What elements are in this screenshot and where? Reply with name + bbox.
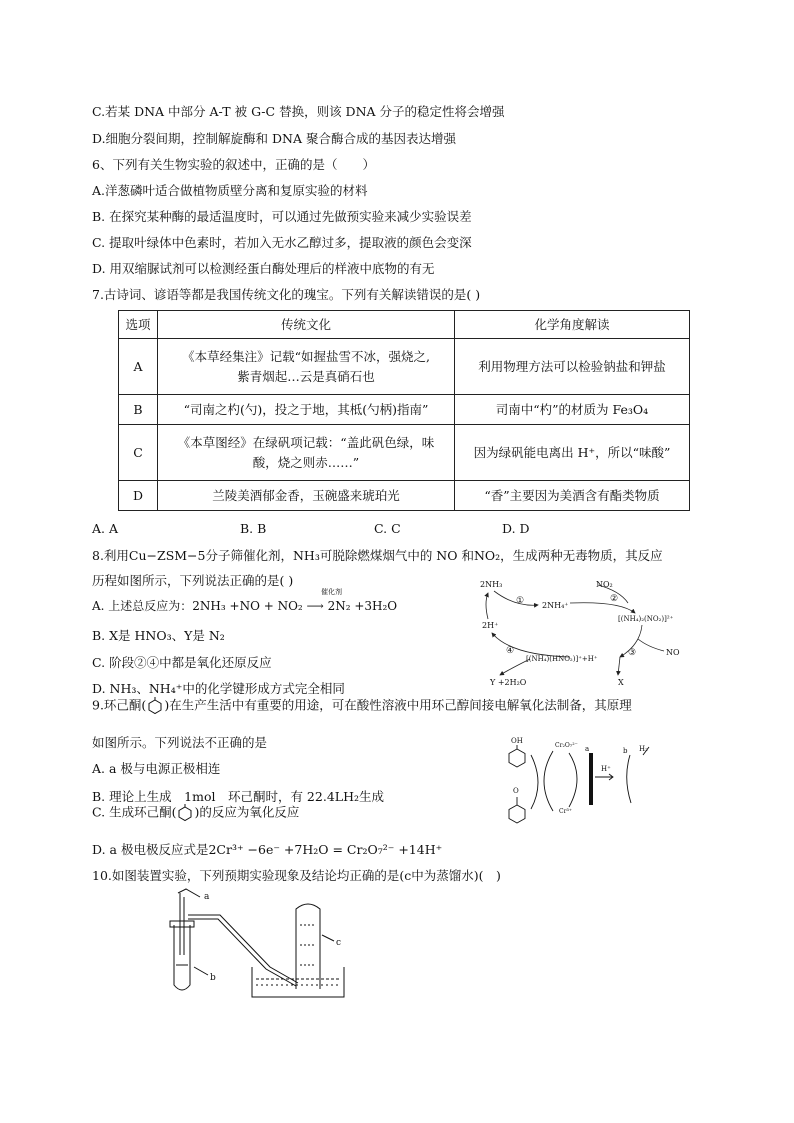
row-culture <box>158 339 455 395</box>
q8-stem-line2: 历程如图所示，下列说法正确的是( ) <box>92 573 294 588</box>
row-option: C <box>119 425 158 481</box>
label-c: c <box>336 938 342 948</box>
q7-option-d: D. D <box>502 521 530 536</box>
q5-option-c: C.若某 DNA 中部分 A-T 被 G-C 替换，则该 DNA 分子的稳定性将会增强 <box>92 104 505 119</box>
row-culture <box>158 425 455 481</box>
header-interpretation: 化学角度解读 <box>455 311 690 339</box>
q6-stem: 6、下列有关生物实验的叙述中，正确的是（ ） <box>92 157 375 172</box>
q6-option-c: C. 提取叶绿体中色素时，若加入无水乙醇过多，提取液的颜色会变深 <box>92 235 472 250</box>
complex1-label: [(NH₄)₂(NO₂)]²⁺ <box>618 615 674 623</box>
q7-stem: 7.古诗词、谚语等都是我国传统文化的瑰宝。下列有关解读错误的是( ) <box>92 287 481 302</box>
electrolysis-diagram <box>505 733 665 828</box>
q8-option-d: D. NH₃、NH₄⁺中的化学键形成方式完全相同 <box>92 681 345 696</box>
q7-option-b: B. B <box>240 521 267 536</box>
q7-table <box>118 310 690 511</box>
apparatus-diagram <box>160 885 360 1005</box>
q8-stem-line1: 8.利用Cu−ZSM−5分子筛催化剂，NH₃可脱除燃煤烟气中的 NO 和NO₂，生成两种无毒物质，其反应 <box>92 548 663 563</box>
row-option: D <box>119 481 158 511</box>
label-a: a <box>204 892 210 902</box>
y-label: Y +2H₂O <box>490 678 527 687</box>
catalyst-label: 催化剂 <box>321 588 342 596</box>
step2-label: ② <box>610 594 619 604</box>
q9-option-a: A. a 极与电源正极相连 <box>92 761 221 776</box>
oh-label: OH <box>511 737 523 745</box>
table-row <box>119 339 690 395</box>
row-culture: “司南之杓(勺)，投之于地，其柢(勺柄)指南” <box>158 395 455 425</box>
electrode-b-label: b <box>623 747 628 755</box>
row-interpretation: 利用物理方法可以检验钠盐和钾盐 <box>455 339 690 395</box>
header-option: 选项 <box>119 311 158 339</box>
header-culture: 传统文化 <box>158 311 455 339</box>
x-label: X <box>618 678 624 687</box>
table-row <box>119 425 690 481</box>
row-interpretation: “香”主要因为美酒含有酯类物质 <box>455 481 690 511</box>
q6-option-b: B. 在探究某种酶的最适温度时，可以通过先做预实验来减少实验误差 <box>92 209 472 224</box>
o-label: O <box>513 787 519 795</box>
cyclohexanone-icon <box>146 697 164 715</box>
q7-option-a: A. A <box>92 521 119 536</box>
step3-label: ③ <box>628 648 637 658</box>
membrane-bar <box>589 753 593 805</box>
h2-label: H₂ <box>639 745 648 753</box>
table-row <box>119 481 690 511</box>
q9-option-c-start: C. 生成环己酮( <box>92 804 177 820</box>
reaction-mechanism-diagram <box>470 573 700 689</box>
nh4-label: 2NH₄⁺ <box>542 601 569 610</box>
q6-option-a: A.洋葱磷叶适合做植物质壁分离和复原实验的材料 <box>92 183 368 198</box>
table-header-row <box>119 311 690 339</box>
row-interpretation: 因为绿矾能电离出 H⁺，所以“味酸” <box>455 425 690 481</box>
q9-option-c-end: )的反应为氧化反应 <box>194 804 300 820</box>
row-interpretation: 司南中“杓”的材质为 Fe₃O₄ <box>455 395 690 425</box>
no-label: NO <box>666 648 680 657</box>
q9-option-b: B. 理论上生成 1mol 环己酮时，有 22.4LH₂生成 <box>92 789 384 804</box>
q9-stem-start: 9.环己酮( <box>92 697 147 713</box>
q8-option-b: B. X是 HNO₃、Y是 N₂ <box>92 628 225 643</box>
q9-option-c <box>92 804 299 822</box>
q10-stem: 10.如图装置实验，下列预期实验现象及结论均正确的是(c中为蒸馏水)( ) <box>92 868 501 883</box>
q6-option-d: D. 用双缩脲试剂可以检测经蛋白酶处理后的样液中底物的有无 <box>92 261 435 276</box>
q8-option-c: C. 阶段②④中都是氧化还原反应 <box>92 655 272 670</box>
q9-stem-end: )在生产生活中有重要的用途，可在酸性溶液中用环己醇间接电解氧化法制备，其原理 <box>164 697 632 713</box>
q5-option-d: D.细胞分裂间期，控制解旋酶和 DNA 聚合酶合成的基因表达增强 <box>92 131 456 146</box>
culture-line: 《本草图经》在绿矾项记载：“盖此矾色绿，味 <box>177 434 435 450</box>
table-row <box>119 395 690 425</box>
label-b: b <box>210 973 216 983</box>
row-option: A <box>119 339 158 395</box>
electrode-a-label: a <box>585 745 590 753</box>
culture-line: 紫青烟起…云是真硝石也 <box>237 368 375 384</box>
q9-stem-line2: 如图所示。下列说法不正确的是 <box>92 735 268 750</box>
cr3-label: Cr³⁺ <box>559 808 573 815</box>
h-ion-label: H⁺ <box>601 765 611 773</box>
nh3-label: 2NH₃ <box>480 580 503 589</box>
q9-option-d: D. a 极电极反应式是2Cr³⁺ −6e⁻ +7H₂O = Cr₂O₇²⁻ +14H⁺ <box>92 842 443 857</box>
culture-line: 《本草经集注》记载“如握盐雪不冰，强烧之, <box>182 348 430 364</box>
cyclohexanone-icon <box>176 804 194 822</box>
h-label: 2H⁺ <box>482 621 499 630</box>
q9-stem-line1 <box>92 697 632 715</box>
complex2-label: [(NH₄)(HNO₂)]⁺+H⁺ <box>526 655 598 663</box>
row-option: B <box>119 395 158 425</box>
no2-label: NO₂ <box>596 580 613 589</box>
step1-label: ① <box>516 596 525 606</box>
step4-label: ④ <box>506 646 515 656</box>
cr2o7-label: Cr₂O₇²⁻ <box>555 742 578 749</box>
row-culture: 兰陵美酒郁金香，玉碗盛来琥珀光 <box>158 481 455 511</box>
culture-line: 酸，烧之则赤……” <box>252 454 360 470</box>
q7-option-c: C. C <box>374 521 401 536</box>
q8-option-a: A. 上述总反应为：2NH₃ +NO + NO₂ ⟶ 2N₂ +3H₂O <box>92 599 398 613</box>
